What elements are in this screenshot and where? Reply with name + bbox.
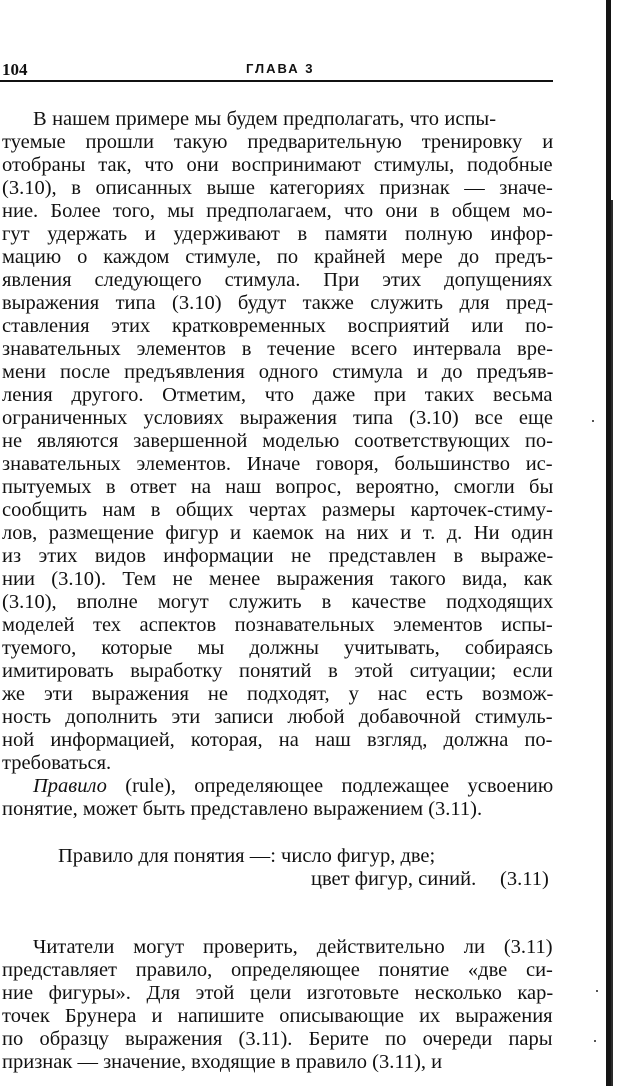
text-line: сообщить нам в общих чертах размеры карточек-стиму- — [2, 499, 553, 521]
text-line: не являются завершенной моделью соответствующих по- — [2, 430, 553, 452]
text-line: ние. Более того, мы предполагаем, что они в общем мо- — [2, 200, 553, 222]
text-line: ность дополнить эти записи любой добавочной стимуль- — [2, 706, 553, 728]
text-line: ставления этих кратковременных восприятий или по- — [2, 315, 554, 337]
text-line: признак — значение, входящие в правило (3.11), и — [2, 1051, 443, 1073]
text-line: мени после предъявления одного стимула и до предъяв- — [2, 361, 554, 383]
text-line: (3.10), вполне могут служить в качестве подходящих — [2, 591, 554, 613]
text-line: ние фигуры». Для этой цели изготовьте несколько кар- — [2, 982, 554, 1004]
text-line: нии (3.10). Тем не менее выражения такого вида, как — [2, 568, 553, 590]
text-line: моделей тех аспектов познавательных элементов испы- — [2, 614, 553, 636]
scan-speck — [594, 1040, 596, 1042]
text-line: выражения типа (3.10) будут также служить для пред- — [2, 292, 554, 314]
text-line: имитировать выработку понятий в этой ситуации; если — [2, 660, 553, 682]
text-line: туемые прошли такую предварительную тренировку и — [2, 131, 554, 153]
text-run: (rule), определяющее подлежащее усвоению — [106, 775, 554, 797]
text-line: же эти выражения не подходят, у нас есть возмож- — [2, 683, 554, 705]
header-rule — [0, 80, 553, 82]
text-line: знавательных элементов. Иначе говоря, большинство ис- — [2, 453, 553, 475]
text-line: лов, размещение фигур и каемок на них и т. д. Ни один — [2, 522, 554, 544]
page-number: 104 — [2, 60, 28, 79]
formula-line: цвет фигур, синий. — [311, 868, 477, 890]
italic-term: Правило — [33, 775, 107, 797]
text-line: ной информацией, которая, на наш взгляд, должна по- — [2, 729, 553, 751]
text-line: ограниченных условиях выражения типа (3.10) все еще — [2, 407, 553, 429]
text-line: гут удержать и удерживают в памяти полную инфор- — [2, 223, 553, 245]
text-line: ления другого. Отметим, что даже при таких весьма — [2, 384, 553, 406]
text-line: представляет правило, определяющее понятие «две си- — [2, 959, 553, 981]
formula-line: Правило для понятия —: число фигур, две; — [58, 845, 436, 867]
text-line: Читатели могут проверить, действительно ли (3.11) — [33, 936, 553, 958]
equation-number: (3.11) — [500, 868, 549, 890]
text-line: требоваться. — [2, 752, 112, 774]
running-head: ГЛАВА 3 — [246, 61, 315, 76]
text-line: из этих видов информации не представлен в выраже- — [2, 545, 554, 567]
scan-edge-shadow — [611, 200, 613, 1086]
text-line: мацию о каждом стимуле, по крайней мере до предъ- — [2, 246, 553, 268]
text-line: по образцу выражения (3.11). Берите по очереди пары — [2, 1028, 553, 1050]
text-line — [33, 775, 553, 797]
scan-speck — [596, 990, 598, 992]
text-line: отобраны так, что они воспринимают стимулы, подобные — [2, 154, 553, 176]
text-line: (3.10), в описанных выше категориях признак — значе- — [2, 177, 553, 199]
text-line: В нашем примере мы будем предполагать, что испы- — [33, 108, 497, 130]
text-line: понятие, может быть представлено выражением (3.11). — [2, 798, 483, 820]
text-line: знавательных элементов в течение всего интервала вре- — [2, 338, 553, 360]
text-line: явления следующего стимула. При этих допущениях — [2, 269, 553, 291]
text-line: точек Брунера и напишите описывающие их выражения — [2, 1005, 553, 1027]
scan-speck — [592, 420, 594, 422]
text-line: пытуемых в ответ на наш вопрос, вероятно, смогли бы — [2, 476, 554, 498]
text-line: туемого, которые мы должны учитывать, собираясь — [2, 637, 553, 659]
